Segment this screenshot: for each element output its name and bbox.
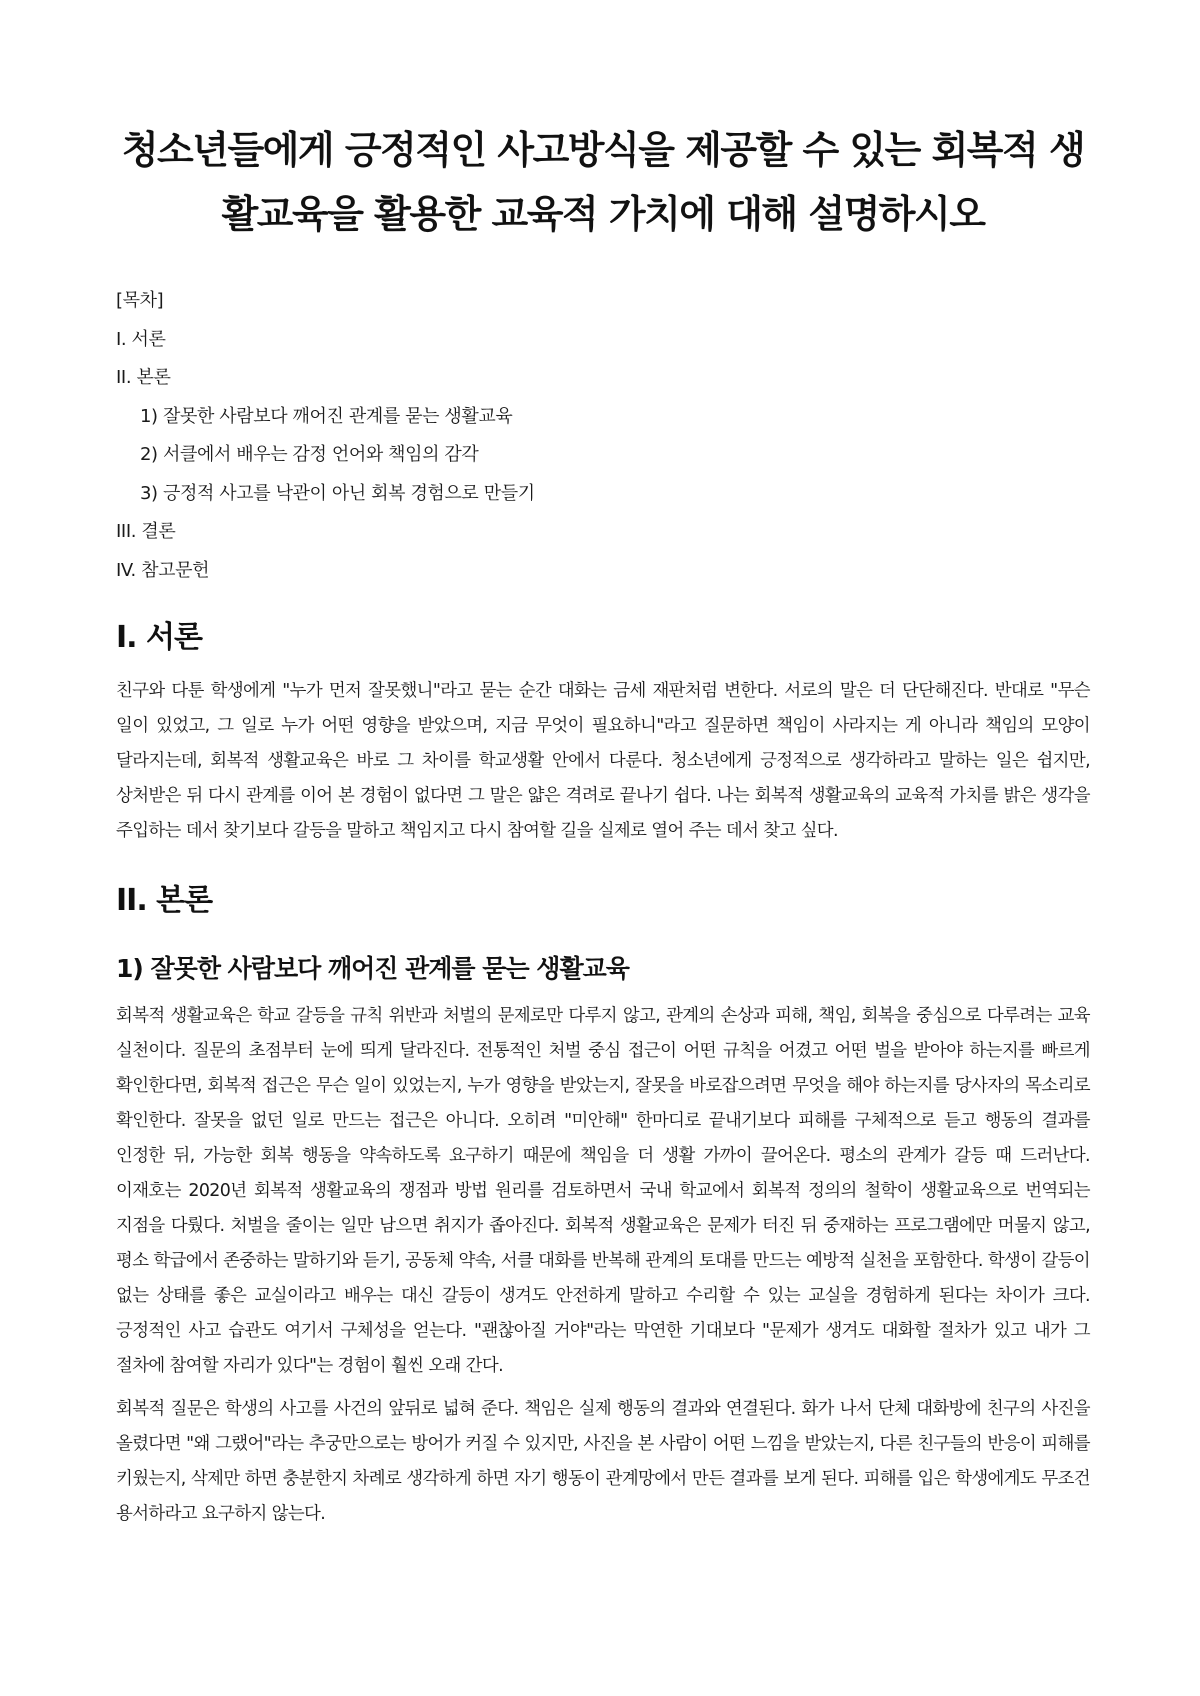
toc-subitem: 2) 서클에서 배우는 감정 언어와 책임의 감각 [140,444,479,465]
toc-item: III. 결론 [116,521,176,542]
subsection-heading: 1) 잘못한 사람보다 깨어진 관계를 묻는 생활교육 [116,954,629,983]
intro-heading: I. 서론 [116,620,202,655]
document-title: 청소년들에게 긍정적인 사고방식을 제공할 수 있는 회복적 생활교육을 활용한 교육적 가치에 대해 설명하시오 [121,128,1085,236]
toc-subitem: 1) 잘못한 사람보다 깨어진 관계를 묻는 생활교육 [140,405,513,427]
toc-item: I. 서론 [116,328,166,350]
body-heading: II. 본론 [116,883,213,918]
body-paragraph: 회복적 생활교육은 학교 갈등을 규칙 위반과 처벌의 문제로만 다루지 않고, 관계의 손상과 피해, 책임, 회복을 중심으로 다루려는 교육 실천이다. 질문의 초점부터 눈에 띄게 달라진다. 전통적인 처벌 중심 접근이 어떤 규칙을 어겼고 어떤 벌을 받아야 하는지를 빠르게 확인한다면, 회복적 접근은 무슨 일이 있었는지, 누가 영향을 받았는지, 잘못을 바로잡으려면 무엇을 해야 하는지를 당사자의 목소리로 확인한다. 잘못을 없던 일로 만드는 접근은 아니다. 오히려 "미안해" 한마디로 끝내기보다 피해를 구체적으로 듣고 행동의 결과를 인정한 뒤, 가능한 회복 행동을 약속하도록 요구하기 때문에 책임을 더 생활 가까이 끌어온다. 평소의 관계가 갈등 때 드러난다. 이재호는 2020년 회복적 생활교육의 쟁점과 방법 원리를 검토하면서 국내 학교에서 회복적 정의의 철학이 생활교육으로 번역되는 지점을 다뤘다. 처벌을 줄이는 일만 남으면 취지가 좁아진다. 회복적 생활교육은 문제가 터진 뒤 중재하는 프로그램에만 머물지 않고, 평소 학급에서 존중하는 말하기와 듣기, 공동체 약속, 서클 대화를 반복해 관계의 토대를 만드는 예방적 실천을 포함한다. 학생이 갈등이 없는 상태를 좋은 교실이라고 배우는 대신 갈등이 생겨도 안전하게 말하고 수리할 수 있는 교실을 경험하게 된다는 차이가 크다. 긍정적인 사고 습관도 여기서 구체성을 얻는다. "괜찮아질 거야"라는 막연한 기대보다 "문제가 생겨도 대화할 절차가 있고 내가 그 절차에 참여할 자리가 있다"는 경험이 훨씬 오래 간다. [116,1006,1090,1376]
intro-paragraph: 친구와 다툰 학생에게 "누가 먼저 잘못했니"라고 묻는 순간 대화는 금세 재판처럼 변한다. 서로의 말은 더 단단해진다. 반대로 "무슨 일이 있었고, 그 일로 누가 어떤 영향을 받았으며, 지금 무엇이 필요하니"라고 질문하면 책임이 사라지는 게 아니라 책임의 모양이 달라지는데, 회복적 생활교육은 바로 그 차이를 학교생활 안에서 다룬다. 청소년에게 긍정적으로 생각하라고 말하는 일은 쉽지만, 상처받은 뒤 다시 관계를 이어 본 경험이 없다면 그 말은 얇은 격려로 끝나기 쉽다. 나는 회복적 생활교육의 교육적 가치를 밝은 생각을 주입하는 데서 찾기보다 갈등을 말하고 책임지고 다시 참여할 길을 실제로 열어 주는 데서 찾고 싶다. [116,681,1090,841]
table-of-contents [116,282,1090,590]
toc-subitem: 3) 긍정적 사고를 낙관이 아닌 회복 경험으로 만들기 [140,482,535,504]
toc-item: II. 본론 [116,367,171,388]
body-paragraph: 회복적 질문은 학생의 사고를 사건의 앞뒤로 넓혀 준다. 책임은 실제 행동의 결과와 연결된다. 화가 나서 단체 대화방에 친구의 사진을 올렸다면 "왜 그랬어"라는 추궁만으로는 방어가 커질 수 있지만, 사진을 본 사람이 어떤 느낌을 받았는지, 다른 친구들의 반응이 피해를 키웠는지, 삭제만 하면 충분한지 차례로 생각하게 하면 자기 행동이 관계망에서 만든 결과를 보게 된다. 피해를 입은 학생에게도 무조건 용서하라고 요구하지 않는다. [116,1399,1090,1524]
toc-item: IV. 참고문헌 [116,559,210,581]
toc-label: [목차] [116,290,164,311]
